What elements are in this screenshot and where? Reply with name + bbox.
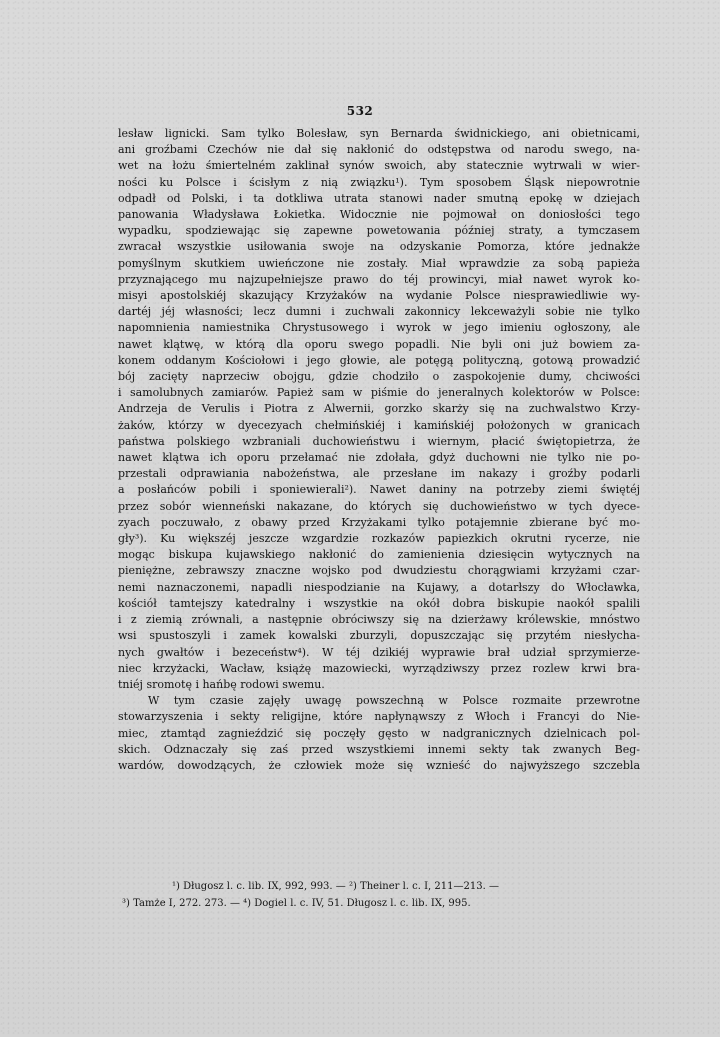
text-line: skich. Odznaczały się zaś przed wszystkiemi innemi sekty tak zwanych Beg- <box>118 742 640 756</box>
body-text <box>118 126 640 774</box>
text-line: Andrzeja de Verulis i Piotra z Alwernii, gorzko skarży się na zuchwalstwo Krzy- <box>118 402 640 416</box>
text-line: wypadku, spodziewając się zapewne powetowania później straty, a tymczasem <box>118 224 640 238</box>
text-line: dartéj jéj własności; lecz dumni i zuchwali zakonnicy lekceważyli sobie nie tylko <box>118 305 640 319</box>
footnote-line: ¹) Długosz l. c. lib. IX, 992, 993. — ²) Theiner l. c. I, 211—213. — <box>172 881 499 892</box>
text-line: odpadł od Polski, i ta dotkliwa utrata stanowi nader smutną epokę w dziejach <box>118 191 640 205</box>
text-line: napomnienia namiestnika Chrystusowego i wyrok w jego imieniu ogłoszony, ale <box>118 321 640 335</box>
footnotes <box>122 879 642 912</box>
text-line: konem oddanym Kościołowi i jego głowie, ale potęgą polityczną, gotową prowadzić <box>118 353 640 367</box>
text-line: ności ku Polsce i ścisłym z nią związku¹). Tym sposobem Śląsk niepowrotnie <box>118 175 640 189</box>
footnote-line: ³) Tamże I, 272. 273. — ⁴) Dogiel l. c. IV, 51. Długosz l. c. lib. IX, 995. <box>122 897 471 909</box>
text-line: miec, ztamtąd zagnieździć się poczęły gęsto w nadgranicznych dzielnicach pol- <box>118 726 640 740</box>
text-line: gły³). Ku większéj jeszcze wzgardzie rozkazów papiezkich okrutni rycerze, nie <box>118 532 640 546</box>
text-line: wet na łożu śmiertelném zaklinał synów swoich, aby statecznie wytrwali w wier- <box>118 159 640 173</box>
text-line: nawet klątwę, w którą dla oporu swego popadli. Nie byli oni już bowiem za- <box>118 337 640 351</box>
paragraph-1 <box>118 126 640 693</box>
text-line: i samolubnych zamiarów. Papież sam w piśmie do jeneralnych kolektorów w Polsce: <box>118 386 640 400</box>
text-line: tniéj sromotę i hańbę rodowi swemu. <box>118 677 325 691</box>
text-line: zyach poczuwało, z obawy przed Krzyżakami tylko potajemnie zbierane być mo- <box>118 515 640 529</box>
paragraph-2 <box>118 693 640 774</box>
text-line: stowarzyszenia i sekty religijne, które napłynąwszy z Włoch i Francyi do Nie- <box>118 710 640 724</box>
text-line: i z ziemią zrównali, a następnie obróciwszy się na dzierżawy królewskie, mnóstwo <box>118 613 640 627</box>
text-line: nych gwałtów i bezeceństw⁴). W téj dzikiéj wyprawie brał udział sprzymierze- <box>118 645 640 659</box>
text-line: ani groźbami Czechów nie dał się nakłonić do odstępstwa od narodu swego, na- <box>118 143 640 157</box>
text-line: pomyślnym skutkiem uwieńczone nie zostały. Miał wprawdzie za sobą papieża <box>118 256 640 270</box>
text-line: mogąc biskupa kujawskiego nakłonić do zamienienia dziesięcin wytycznych na <box>118 548 640 562</box>
text-line: W tym czasie zajęły uwagę powszechną w Polsce rozmaite przewrotne <box>148 694 640 708</box>
text-line: zwracał wszystkie usiłowania swoje na odzyskanie Pomorza, które jednakże <box>118 240 640 254</box>
text-line: kościół tamtejszy katedralny i wszystkie na okół dobra biskupie naokół spalili <box>118 596 640 610</box>
text-line: nemi naznaczonemi, napadli niespodzianie na Kujawy, a dotarłszy do Włocławka, <box>118 580 640 594</box>
text-line: wardów, dowodzących, że człowiek może się wznieść do najwyższego szczebla <box>118 758 640 772</box>
text-line: przestali odprawiania nabożeństwa, ale przesłane im nakazy i groźby podarli <box>118 467 640 481</box>
text-line: panowania Władysława Łokietka. Widocznie nie pojmował on doniosłości tego <box>118 208 640 222</box>
text-line: a posłańców pobili i sponiewierali²). Nawet daniny na potrzeby ziemi świętéj <box>118 483 640 497</box>
text-line: lesław lignicki. Sam tylko Bolesław, syn Bernarda świdnickiego, ani obietnicami, <box>118 127 640 140</box>
text-line: przez sobór wienneński nakazane, do których się duchowieństwo w tych dyece- <box>118 499 640 513</box>
text-line: przyznającego mu najzupełniejsze prawo do téj prowincyi, miał nawet wyrok ko- <box>118 272 640 286</box>
page-number: 532 <box>346 104 374 118</box>
text-line: państwa polskiego wzbraniali duchowieństwu i wiernym, płacić świętopietrza, że <box>118 434 640 448</box>
text-line: misyi apostolskiéj skazujący Krzyżaków na wydanie Polsce niesprawiedliwie wy- <box>118 289 640 303</box>
text-line: pieniężne, zebrawszy znaczne wojsko pod dwudziestu chorągwiami krzyżami czar- <box>118 564 640 578</box>
text-line: bój zacięty naprzeciw obojgu, gdzie chodziło o zaspokojenie dumy, chciwości <box>118 370 640 384</box>
text-line: żaków, którzy w dyecezyach chełmińskiéj i kamińskiéj położonych w granicach <box>118 418 640 432</box>
text-line: nawet klątwa ich oporu przełamać nie zdołała, gdyż duchowni nie tylko nie po- <box>118 451 640 465</box>
text-line: wsi spustoszyli i zamek kowalski zburzyli, dopuszczając się przytém niesłycha- <box>118 629 640 643</box>
text-line: niec krzyżacki, Wacław, książę mazowiecki, wyrządziwszy przez rozlew krwi bra- <box>118 661 640 675</box>
